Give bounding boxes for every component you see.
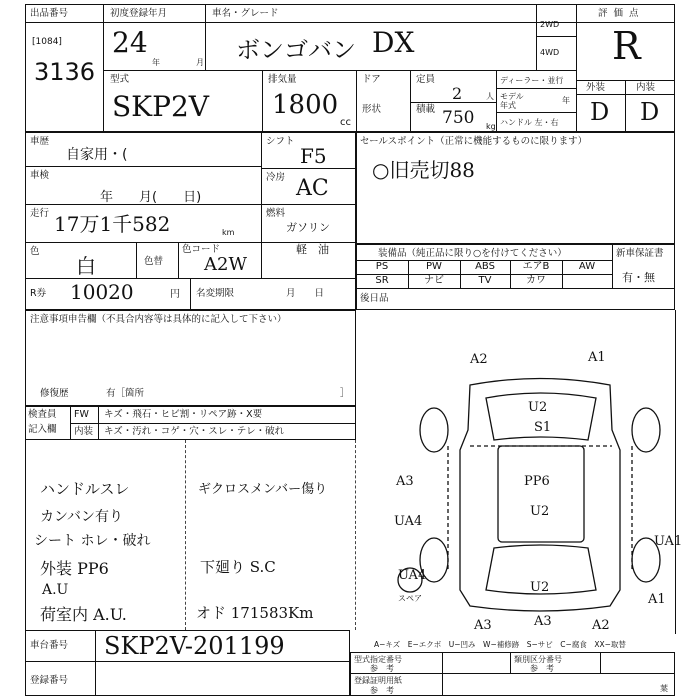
shade-label: 色替 [144,256,164,267]
capacity-label: 定員 [416,74,436,85]
note-right-2: 下廻り S.C [200,558,276,576]
equip-sr: SR [375,275,389,286]
interior-label: 内装 [636,82,656,93]
color-value: 白 [76,254,96,278]
model-value: SKP2V [112,90,209,123]
cert-ref: 参 考 [370,686,394,695]
year-unit: 年 [562,96,570,105]
car-name: ボンゴバン [236,36,356,64]
displacement-value: 1800 [272,90,339,120]
sales-value: ○旧売切88 [372,158,475,182]
lot-label: 出品番号 [30,8,69,19]
meigi-label: 名変期限 [196,288,235,299]
equip-ps: PS [375,261,389,272]
meigi-value: 月 日 [286,288,325,299]
note-line-5: A.U [42,582,69,598]
mileage-value: 17万1千582 [54,212,171,236]
damage-mark-a3-left: A3 [396,474,414,489]
chassis-value: SKP2V-201199 [104,632,285,660]
damage-mark-a1-top: A1 [588,350,606,365]
warranty-value: 有・無 [622,271,655,284]
damage-mark-ua4-left: UA4 [394,514,423,529]
door-label: ドア [362,74,381,85]
spare-label: スペア [398,594,422,603]
interior-items: キズ・汚れ・コゲ・穴・スレ・テレ・破れ [104,426,285,437]
car-name-label: 車名・グレード [212,8,279,19]
dealer-label: ディーラー・並行 [500,76,564,85]
cc-unit: cc [340,117,351,128]
damage-mark-a2-bottom: A2 [592,618,610,633]
score-value: R [612,24,641,68]
shift-value: F5 [300,144,327,168]
model-label: 型式 [110,74,130,85]
first-reg-year-unit: 年 [152,58,160,67]
reg-label: 登録番号 [30,675,69,686]
damage-mark-a1-rear: A1 [648,592,666,607]
lot-code: [1084] [32,37,62,47]
equip-leather: カワ [526,275,546,286]
damage-mark-pp6: PP6 [524,474,550,489]
sales-label: セールスポイント（正常に機能するものに限ります） [360,136,588,147]
recycle-value: 10020 [70,280,134,304]
equip-aw: AW [578,261,596,272]
ac-value: AC [296,176,329,201]
exterior-grade: D [590,98,610,126]
equip-navi: ナビ [424,275,444,286]
fw-items: キズ・飛石・ヒビ割・リペア跡・X要 [104,409,263,420]
page-unit: 葉 [660,684,668,693]
equip-abs: ABS [475,261,495,272]
handle-label: ハンドル 左・右 [500,118,559,127]
class-label: 類別区分番号 [514,655,562,664]
repair-value: 有［箇所 [106,388,145,399]
shape-label: 形状 [362,104,382,115]
note-line-2: カンバン有り [40,509,124,525]
shift-label: シフト [266,136,295,147]
damage-mark-a2-top: A2 [470,352,488,367]
score-label: 評価点 [598,8,645,19]
damage-mark-u2-top: U2 [528,400,548,415]
capacity-value: 2 [452,84,463,103]
notes-label: 注意事項申告欄（不具合内容等は具体的に記入して下さい） [30,314,287,325]
equip-tv: TV [478,275,492,286]
history-label: 車歴 [30,136,50,147]
history-value: 自家用・( [66,147,128,163]
interior-row-label: 内装 [74,426,94,437]
kg-unit: kg [486,122,496,131]
repair-label: 修復歴 [40,388,69,399]
first-reg-year: 24 [112,26,148,59]
shaken-label: 車検 [30,170,50,181]
cert-label: 登録証明用紙 [354,676,402,685]
equip-airbag: エアB [522,261,550,272]
color-label: 色 [30,246,40,257]
form-cert-label: 型式指定番号 [354,655,402,664]
damage-mark-ua1: UA1 [654,534,683,549]
damage-mark-a3-bottom-left: A3 [474,618,492,633]
interior-grade: D [640,98,660,126]
first-reg-month-unit: 月 [196,58,204,67]
color-code-value: A2W [204,254,247,275]
drive-4wd: 4WD [540,48,560,57]
repair-close: ］ [340,388,350,399]
after-label: 後日品 [360,293,389,304]
recycle-label: R券 [30,288,47,299]
first-reg-label: 初度登録年月 [110,8,168,19]
fuel-diesel: 軽 油 [296,243,329,256]
damage-legend: A−キズ E−エクボ U−凹み W−補修跡 S−サビ C−腐食 XX−取替 [374,640,626,649]
mileage-label: 走行 [30,208,50,219]
class-ref: 参 考 [530,664,554,673]
model-year-label: モデル年式 [500,92,524,110]
fuel-gas: ガソリン [286,221,330,234]
load-label: 積載 [416,104,436,115]
note-line-1: ハンドルスレ [40,480,130,498]
fuel-label: 燃料 [266,208,286,219]
displacement-label: 排気量 [268,74,297,85]
drive-2wd: 2WD [540,20,560,29]
form-cert-ref: 参 考 [370,664,394,673]
damage-mark-u2-rear: U2 [530,580,550,595]
lot-number: 3136 [34,58,96,86]
damage-mark-u2-mid: U2 [530,504,550,519]
shaken-value: 年 月( 日) [100,190,202,205]
load-value: 750 [442,108,475,128]
damage-mark-a3-bottom: A3 [534,614,552,629]
chassis-label: 車台番号 [30,640,69,651]
note-right-1: ギクロスメンバー傷り [198,482,328,497]
fw-label: FW [74,409,89,420]
equipment-label: 装備品（純正品に限り○を付けてください） [378,248,567,259]
inspector-label-2: 記入欄 [28,424,57,435]
note-line-6: 荷室内 A.U. [40,605,127,624]
capacity-unit: 人 [486,92,494,101]
warranty-label: 新車保証書 [616,248,664,259]
note-right-3: オド 171583Km [196,604,314,622]
color-code-label: 色コード [182,244,221,255]
km-unit: km [222,228,235,237]
damage-mark-ua4-rear: UA4 [398,568,427,583]
equip-pw: PW [426,261,442,272]
damage-mark-s1: S1 [534,420,552,435]
exterior-label: 外装 [586,82,606,93]
ac-label: 冷房 [266,172,286,183]
note-line-4: 外装 PP6 [40,559,109,578]
yen-unit: 円 [170,289,180,300]
note-line-3: シート ホレ・破れ [34,533,151,549]
car-grade: DX [372,26,415,59]
inspector-label-1: 検査員 [28,409,57,420]
